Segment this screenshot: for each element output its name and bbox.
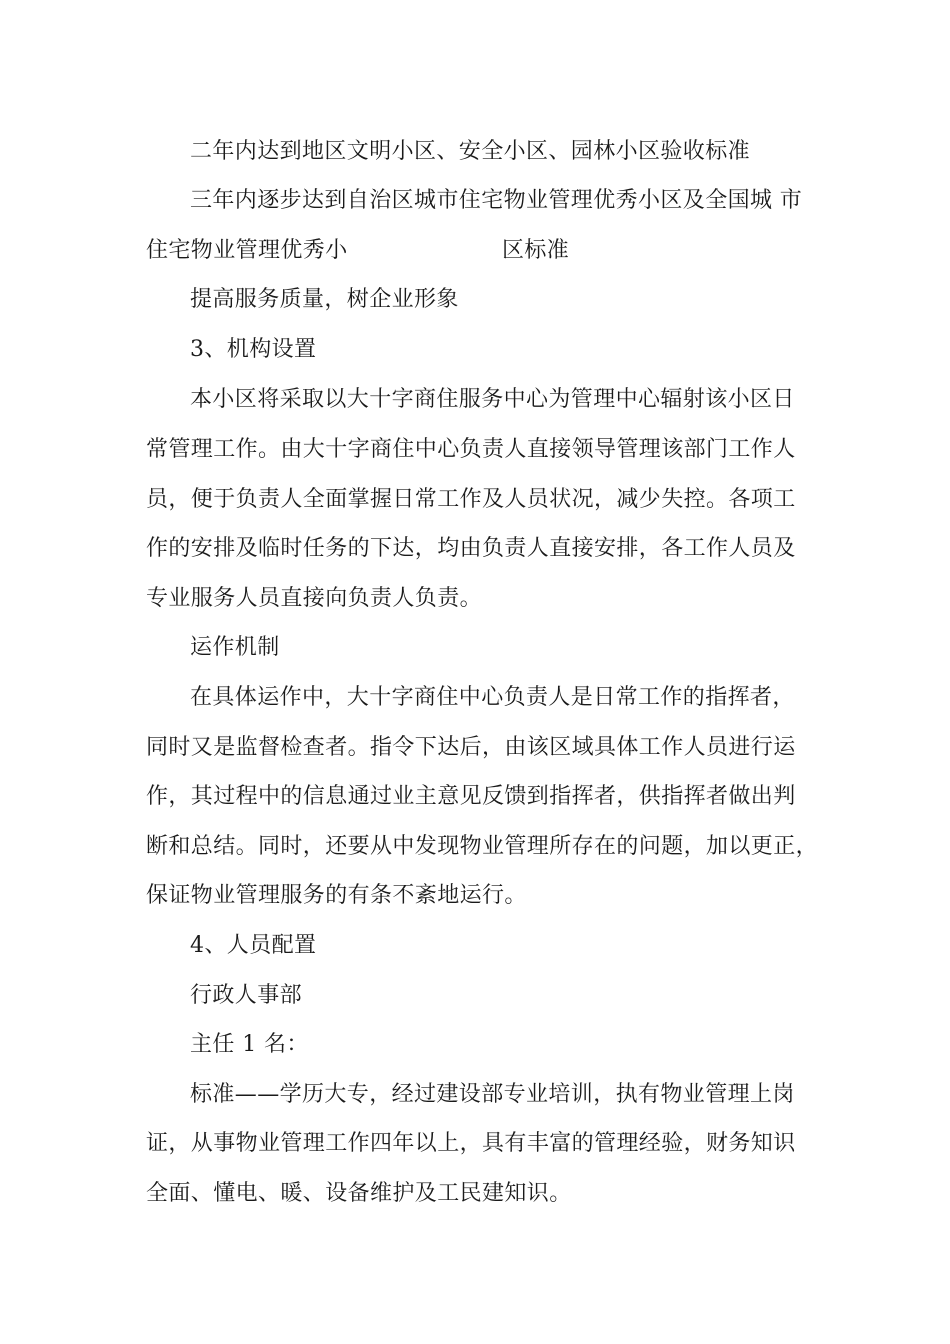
text-line: 作的安排及临时任务的下达，均由负责人直接安排，各工作人员及 [146, 536, 796, 561]
subsection-heading: 运作机制 [190, 635, 280, 660]
text-line: 主任 1 名： [190, 1032, 309, 1057]
subsection-heading: 行政人事部 [190, 983, 303, 1008]
text-line: 三年内逐步达到自治区城市住宅物业管理优秀小区及全国城 市 [190, 188, 803, 213]
text-line: 员，便于负责人全面掌握日常工作及人员状况，减少失控。各项工 [146, 487, 796, 512]
text-line: 全面、懂电、暖、设备维护及工民建知识。 [146, 1181, 572, 1206]
text-line: 证，从事物业管理工作四年以上，具有丰富的管理经验，财务知识 [146, 1131, 796, 1156]
section-heading: 4、人员配置 [190, 933, 317, 958]
text-line: 住宅物业管理优秀小 [146, 238, 348, 263]
text-line: 区标准 [502, 238, 570, 263]
text-line: 作，其过程中的信息通过业主意见反馈到指挥者，供指挥者做出判 [146, 784, 796, 809]
text-line: 断和总结。同时，还要从中发现物业管理所存在的问题，加以更正， [146, 834, 819, 859]
text-line: 保证物业管理服务的有条不紊地运行。 [146, 883, 527, 908]
text-line: 二年内达到地区文明小区、安全小区、园林小区验收标准 [190, 139, 751, 164]
section-heading: 3、机构设置 [190, 337, 317, 362]
text-line: 同时又是监督检查者。指令下达后，由该区域具体工作人员进行运 [146, 735, 796, 760]
text-line: 标准——学历大专，经过建设部专业培训，执有物业管理上岗 [190, 1082, 795, 1107]
text-line: 本小区将采取以大十字商住服务中心为管理中心辐射该小区日 [190, 387, 795, 412]
text-line: 在具体运作中，大十字商住中心负责人是日常工作的指挥者， [190, 685, 795, 710]
text-line: 专业服务人员直接向负责人负责。 [146, 586, 483, 611]
text-line: 提高服务质量，树企业形象 [190, 287, 459, 312]
text-line: 常管理工作。由大十字商住中心负责人直接领导管理该部门工作人 [146, 437, 796, 462]
